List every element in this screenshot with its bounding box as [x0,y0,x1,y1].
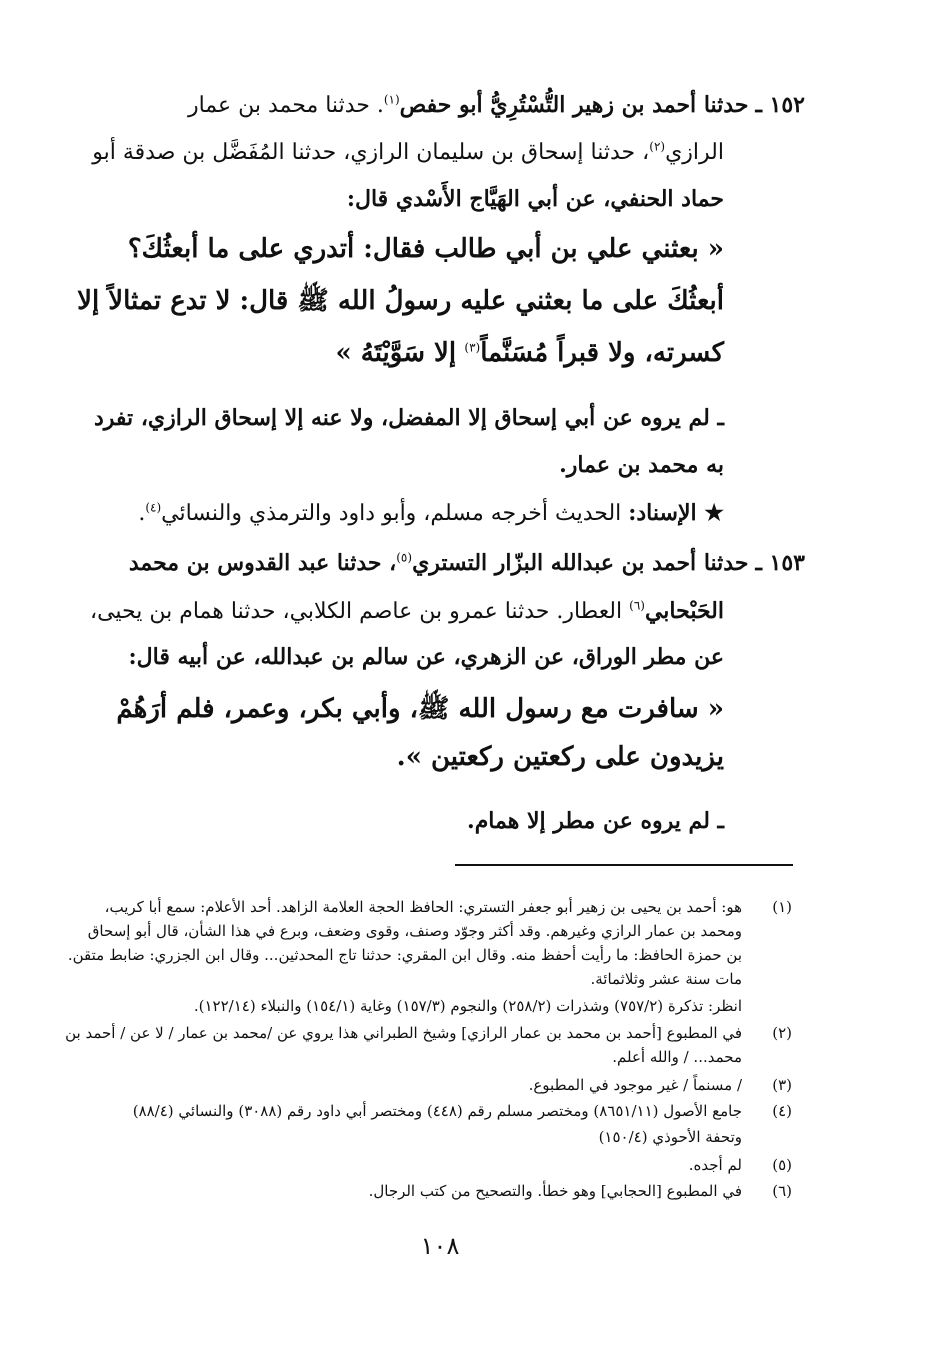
footnote-1-line-5: انظر: تذكرة (٧٥٧/٢) وشذرات (٢٥٨/٢) والنجوم (١٥٧/٣) وغاية (١٥٤/١) والنبلاء (١٢٢/١٤). [193,997,742,1015]
hadith-152-line-2 [92,140,724,165]
hadith-153-line-2-start: الحَبْحابي [644,598,724,624]
footnote-6-line-1: في المطبوع [الحجابي] وهو خطأ. والتصحيح من كتب الرجال. [368,1182,742,1200]
hadith-152-comment-1-text: ـ لم يروه عن أبي إسحاق إلا المفضل، ولا عنه إلا إسحاق الرازي، تفرد [93,405,724,431]
hadith-153-line-3-text: عن مطر الوراق، عن الزهري، عن سالم بن عبدالله، عن أبيه قال: [128,644,724,670]
hadith-153-line-1 [129,550,805,576]
hadith-153-line-2-end: العطار. حدثنا عمرو بن عاصم الكلابي، حدثنا همام بن يحيى، [89,599,623,624]
footnote-2-number: (٢) [772,1024,792,1042]
hadith-153-comment [467,808,724,834]
hadith-152-line-1 [188,92,805,118]
hadith-153-comment-text: ـ لم يروه عن مطر إلا همام. [467,808,724,834]
hadith-153-line-3 [129,644,724,670]
footnote-4-line-2: وتحفة الأحوذي (١٥٠/٤) [598,1128,742,1146]
hadith-153-line-2 [90,598,724,624]
footnote-2-line-1: في المطبوع [أحمد بن محمد بن عمار الرازي] وشيخ الطبراني هذا يروي عن /محمد بن عمار / لا عن / أحمد بن [65,1024,742,1042]
hadith-152-matn-1 [128,234,724,264]
footnote-ref-6[interactable]: (٦) [629,598,645,613]
footnote-ref-4[interactable]: (٤) [145,500,162,515]
hadith-152-comment-1 [94,405,724,431]
footnote-6-number: (٦) [772,1182,792,1200]
footnote-1-line-3: بن حمزة الحافظ: ما رأيت أحفظ منه. وقال ابن المقري: حدثنا تاج المحدثين... وقال ابن الجزري: ضابط متقن. [67,946,742,964]
hadith-153-matn-1 [116,692,724,730]
footnote-ref-5[interactable]: (٥) [396,550,413,565]
footnote-ref-1[interactable]: (١) [383,92,400,107]
hadith-152-matn-3 [335,338,724,368]
footnote-1-number: (١) [772,898,792,916]
hadith-153-number: ١٥٣ ـ [755,550,805,576]
hadith-152-matn-2-text: أبعثُكَ على ما بعثني عليه رسولُ الله ﷺ قال: لا تدع تمثالاً إلا [77,286,724,316]
hadith-153-line-1-end: ، حدثنا عبد القدوس بن محمد [128,550,397,576]
hadith-152-line-1-text: حدثنا أحمد بن زهير التُّسْتُرِيُّ أبو حفص [399,92,749,118]
footnote-1-line-1: هو: أحمد بن يحيى بن زهير أبو جعفر التستري: الحافظ الحجة العلامة الزاهد. أحد الأعلام: سمع أبا كريب، [104,898,742,916]
hadith-153-line-1-start: حدثنا أحمد بن عبدالله البزّار التستري [412,550,749,576]
hadith-152-comment-2-text: به محمد بن عمار. [559,452,724,478]
footnote-separator [455,864,793,866]
hadith-152-line-3-text: حماد الحنفي، عن أبي الهَيَّاج الأَسْدي قال: [346,186,724,212]
hadith-152-line-2-end: ، حدثنا إسحاق بن سليمان الرازي، حدثنا المُفَضَّل بن صدقة أبو [92,140,650,165]
hadith-152-comment-2 [559,452,724,478]
page-number: ١٠٨ [420,1232,460,1260]
hadith-152-matn-3-end: إلا سَوَّيْتَهُ » [335,338,457,368]
footnote-ref-2[interactable]: (٢) [649,139,666,154]
footnote-1-line-2: ومحمد بن عمار الرازي وغيرهم. وقد أكثر وجوّد وصنف، وقوى وضعف، وبرع في هذا الشأن، قال أبو إسحاق [87,922,742,940]
hadith-152-line-3 [347,186,724,212]
footnote-4-number: (٤) [772,1102,792,1120]
hadith-153-matn-2 [397,742,724,772]
hadith-152-matn-3-start: كسرته، ولا قبراً مُسَنَّماً [480,338,724,368]
footnote-3-line-1: / مسنماً / غير موجود في المطبوع. [528,1076,742,1094]
hadith-153-matn-1-text: « سافرت مع رسول الله ﷺ، وأبي بكر، وعمر، فلم أرَهُمْ [116,694,724,724]
hadith-152-line-2-start: الرازي [665,140,724,165]
footnote-4-line-1: جامع الأصول (٨٦٥١/١١) ومختصر مسلم رقم (٤٤٨) ومختصر أبي داود رقم (٣٠٨٨) والنسائي (٨٨/٤) [132,1102,742,1120]
hadith-152-line-1-end: . حدثنا محمد بن عمار [187,93,384,118]
hadith-152-number: ١٥٢ ـ [755,92,805,118]
hadith-152-isnad [138,500,724,526]
footnote-1-line-4: مات سنة عشر وثلاثمائة. [590,970,742,988]
isnad-label: ★ الإسناد: [628,500,724,526]
hadith-153-matn-2-text: يزيدون على ركعتين ركعتين ». [396,742,724,772]
isnad-text: الحديث أخرجه مسلم، وأبو داود والترمذي والنسائي [161,501,622,526]
footnote-3-number: (٣) [772,1076,792,1094]
isnad-end: . [138,501,146,526]
footnote-2-line-2: محمد... / والله أعلم. [612,1048,742,1066]
footnote-ref-3[interactable]: (٣) [464,340,481,355]
hadith-152-matn-2 [77,284,724,322]
footnote-5-number: (٥) [772,1156,792,1174]
footnote-5-line-1: لم أجده. [688,1156,742,1174]
hadith-152-matn-1-text: « بعثني علي بن أبي طالب فقال: أتدري على ما أبعثُكَ؟ [127,234,724,264]
